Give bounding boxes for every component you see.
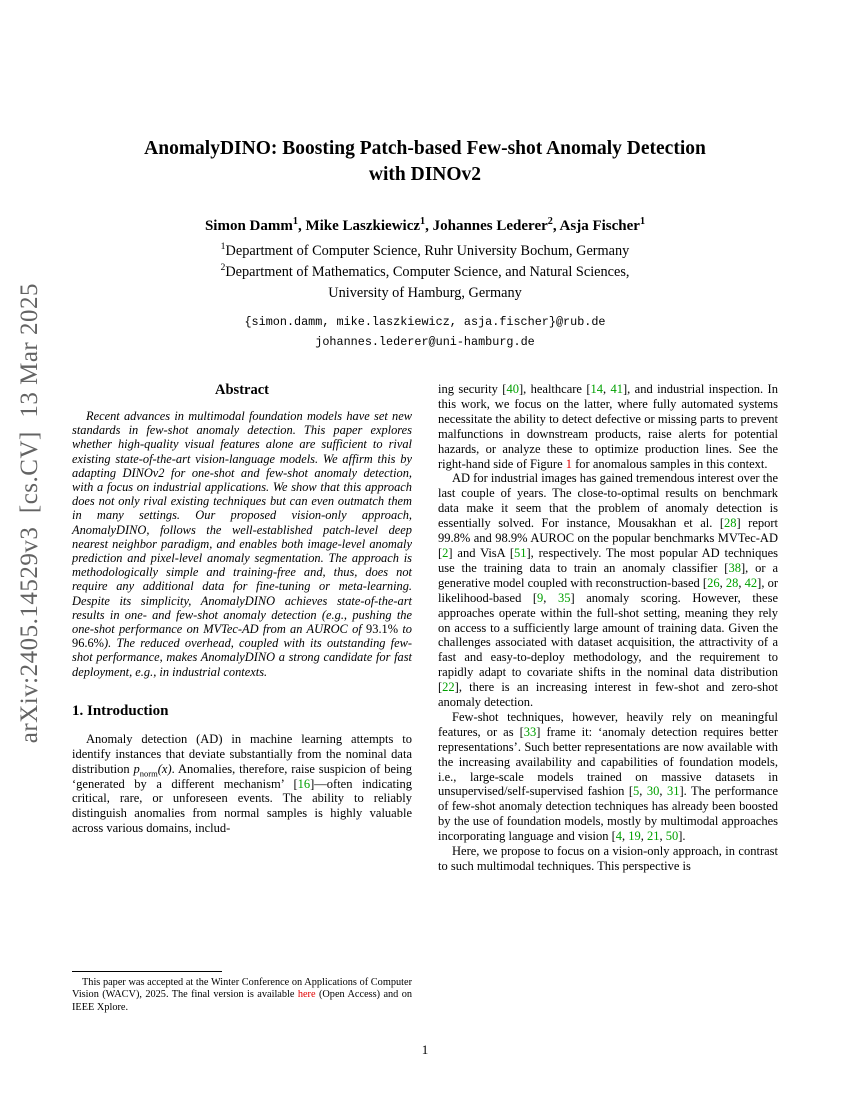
text-segment: ], healthcare [ <box>518 382 591 396</box>
citation-link[interactable]: 31 <box>666 784 680 799</box>
citation-link[interactable]: 16 <box>297 776 311 791</box>
text-segment: to <box>398 622 412 637</box>
text-segment: Anomaly detection (AD) in machine learning attempts to identify instances that deviate substantially from the nominal data distribution <box>72 731 412 776</box>
citation-link[interactable]: 22 <box>442 680 455 695</box>
text-segment: ]. The performance of few-shot anomaly detection techniques has already been boosted by the use of foundation models, mostly by multimodal approaches incorporating language and vision [ <box>438 784 779 844</box>
text-segment: p <box>133 761 140 776</box>
text-segment: ). The reduced overhead, coupled with its outstanding few-shot performance, makes AnomalyDINO a strong candidate for fast deployment, e.g., in industrial contexts. <box>72 636 412 679</box>
affiliation-line-1 <box>72 241 778 262</box>
emails <box>72 312 778 352</box>
citation-link[interactable]: 28 <box>724 516 737 531</box>
citation-link[interactable]: 40 <box>506 382 519 396</box>
text-segment: , <box>297 218 306 234</box>
paragraph <box>438 844 778 874</box>
paper-content <box>72 0 778 1014</box>
text-segment: Simon Damm <box>204 218 293 234</box>
text-segment: Recent advances in multimodal foundation models have set new standards in few-shot anomaly detection. This paper explores whether high-quality visual features alone are sufficient to rival existing state-of-the-art vision-language models. We affirm this by adapting DINOv2 for one-shot and few-shot anomaly detection, with a focus on industrial applications. We show that this approach does not only rival existing techniques but can even outmatch them in many settings. Our proposed vision-only approach, AnomalyDINO, follows the well-established patch-level deep nearest neighbor paradigm, and enables both image-level anomaly prediction and pixel-level anomaly segmentation. The approach is methodologically simple and training-free and, thus, does not require any additional data for fine-tuning or meta-learning. Despite its simplicity, AnomalyDINO achieves state-of-the-art results in one- and few-shot anomaly detection (e.g., pushing the one-shot performance on MVTec-AD from an AUROC of <box>72 409 412 637</box>
citation-link[interactable]: 9 <box>537 590 544 605</box>
affiliation-line-2 <box>72 262 778 283</box>
text-segment: , <box>543 590 558 605</box>
paper-title-line1: AnomalyDINO: Boosting Patch-based Few-shot Anomaly Detection <box>144 138 706 159</box>
text-segment: ], or likelihood-based [ <box>438 575 779 605</box>
text-segment: , <box>603 382 611 396</box>
section-heading-introduction: 1. Introduction <box>72 702 169 719</box>
paper-title-line2: with DINOv2 <box>368 164 482 185</box>
text-segment: 1 <box>420 216 426 227</box>
text-segment: ] report 99.8% and 98.9% AUROC on the popular benchmarks MVTec-AD [ <box>438 516 779 560</box>
citation-link[interactable]: 28 <box>725 575 739 590</box>
citation-link[interactable]: 21 <box>646 829 660 844</box>
text-segment: Department of Mathematics, Computer Science, and Natural Sciences, <box>225 264 630 280</box>
text-segment: 96.6% <box>72 636 105 651</box>
text-segment: ] and VisA [ <box>448 545 515 560</box>
text-segment: ] anomaly scoring. However, these approaches operate within the full-shot setting, meaning they rely on access to a sufficiently large amount of training data. Given the challenges associated with dataset acquisition, the attractivity of a fast and easy-to-deploy methodology, and the requirement to rapidly adapt to covariate shifts in the nominal data distribution [ <box>438 590 779 695</box>
two-column-body <box>72 382 778 1014</box>
text-segment: (Open Access) and on IEEE Xplore. <box>72 989 413 1013</box>
text-segment: ] frame it: ‘anomaly detection requires better representations’. Such better representations are now available with the increasing availability and capabilities of foundation models, i.e., large-scale models trained on massive datasets in unsupervised/self-supervised fashion [ <box>438 724 778 799</box>
right-column <box>438 382 778 1014</box>
affiliations <box>72 241 778 304</box>
paragraph <box>438 710 778 844</box>
citation-link[interactable]: 38 <box>728 560 741 575</box>
text-segment: , <box>719 575 726 590</box>
citation-link[interactable]: 5 <box>633 784 640 799</box>
citation-link[interactable]: 30 <box>646 784 660 799</box>
paragraph <box>438 382 778 471</box>
text-segment: , <box>425 218 433 234</box>
citation-link[interactable]: 4 <box>615 829 622 844</box>
paper-title <box>72 136 778 188</box>
affiliation-line-3: University of Hamburg, Germany <box>328 285 522 301</box>
text-segment: AD for industrial images has gained tremendous interest over the last couple of years. The close-to-optimal results on benchmark data make it seem that the problem of anomaly detection is essentially solved. For instance, Mousakhan et al. [ <box>438 471 778 531</box>
citation-link[interactable]: 35 <box>558 590 571 605</box>
text-segment: , <box>552 218 560 234</box>
text-segment: , <box>659 784 667 799</box>
text-segment: 1 <box>292 216 298 227</box>
citation-link[interactable]: 50 <box>665 829 679 844</box>
text-segment: Few-shot techniques, however, heavily rely on meaningful features, or as [ <box>438 709 778 739</box>
text-segment: Johannes Lederer <box>432 218 548 234</box>
text-segment: ], or a generative model coupled with reconstruction-based [ <box>438 560 778 590</box>
text-segment: Department of Computer Science, Ruhr University Bochum, Germany <box>225 243 630 259</box>
text-segment: for anomalous samples in this context. <box>572 456 768 471</box>
abstract-text <box>72 409 412 679</box>
citation-link[interactable]: 33 <box>523 724 537 739</box>
paragraph <box>438 471 778 710</box>
text-segment: ], respectively. The most popular AD techniques use the training data to train an anomaly classifier [ <box>438 545 778 575</box>
text-segment: ]—often indicating critical, rare, or unforeseen events. The ability to reliably distinguish anomalies from normal samples is highly valuable across various domains, includ- <box>72 776 412 836</box>
left-column <box>72 382 412 1014</box>
footnote <box>72 977 412 1014</box>
citation-link[interactable]: 26 <box>707 575 720 590</box>
text-segment: , <box>621 829 629 844</box>
footnote-block <box>72 971 412 1014</box>
text-segment: Mike Laszkiewicz <box>305 218 421 234</box>
citation-link[interactable]: 2 <box>442 545 449 560</box>
text-segment: ing security [ <box>438 382 507 396</box>
text-segment: norm <box>139 768 158 779</box>
text-segment: , <box>639 784 647 799</box>
abstract-heading: Abstract <box>215 382 269 398</box>
text-segment: . Anomalies, therefore, raise suspicion of being ‘generated by a different mechanism’ [ <box>72 761 412 791</box>
citation-link[interactable]: 14 <box>590 382 603 396</box>
email-line-2: johannes.lederer@uni-hamburg.de <box>315 335 535 349</box>
hyperlink[interactable]: here <box>297 989 316 1001</box>
citation-link[interactable]: 41 <box>610 382 623 396</box>
citation-link[interactable]: 19 <box>628 829 641 844</box>
text-segment: , <box>738 575 745 590</box>
text-segment: 1 <box>220 241 226 253</box>
text-segment: (x) <box>157 761 172 776</box>
email-line-1: {simon.damm, mike.laszkiewicz, asja.fischer}@rub.de <box>244 315 606 329</box>
arxiv-watermark: arXiv:2405.14529v3 [cs.CV] 13 Mar 2025 <box>16 283 43 744</box>
text-segment: ]. <box>678 829 686 844</box>
text-segment: Here, we propose to focus on a vision-only approach, in contrast to such multimodal techniques. This perspective is <box>438 844 778 873</box>
text-segment: This paper was accepted at the Winter Conference on Applications of Computer Vision (WACV), 2025. The final version is available <box>72 976 412 1001</box>
citation-link[interactable]: 42 <box>744 575 758 590</box>
paragraph <box>72 732 412 836</box>
authors-line <box>72 218 778 235</box>
text-segment: 1 <box>639 216 646 227</box>
page-number: 1 <box>421 1042 429 1057</box>
text-segment: 2 <box>220 262 226 274</box>
figure-ref-link[interactable]: 1 <box>565 456 573 471</box>
text-segment: ], and industrial inspection. In this work, we focus on the latter, where fully automated systems necessitate the ability to detect defective or missing parts to prevent malfunctions in downstream products, raise alerts for potential hazards, or analyze these to optimize production lines. See the right-hand side of Figure <box>438 382 778 471</box>
footnote-rule <box>72 971 222 972</box>
text-segment: , <box>640 829 647 844</box>
text-segment: ], there is an increasing interest in few-shot and zero-shot anomaly detection. <box>438 680 778 710</box>
citation-link[interactable]: 51 <box>514 545 527 560</box>
text-segment: , <box>659 829 666 844</box>
text-segment: 93.1% <box>366 622 399 637</box>
text-segment: 2 <box>547 216 553 227</box>
text-segment: Asja Fischer <box>559 218 640 234</box>
